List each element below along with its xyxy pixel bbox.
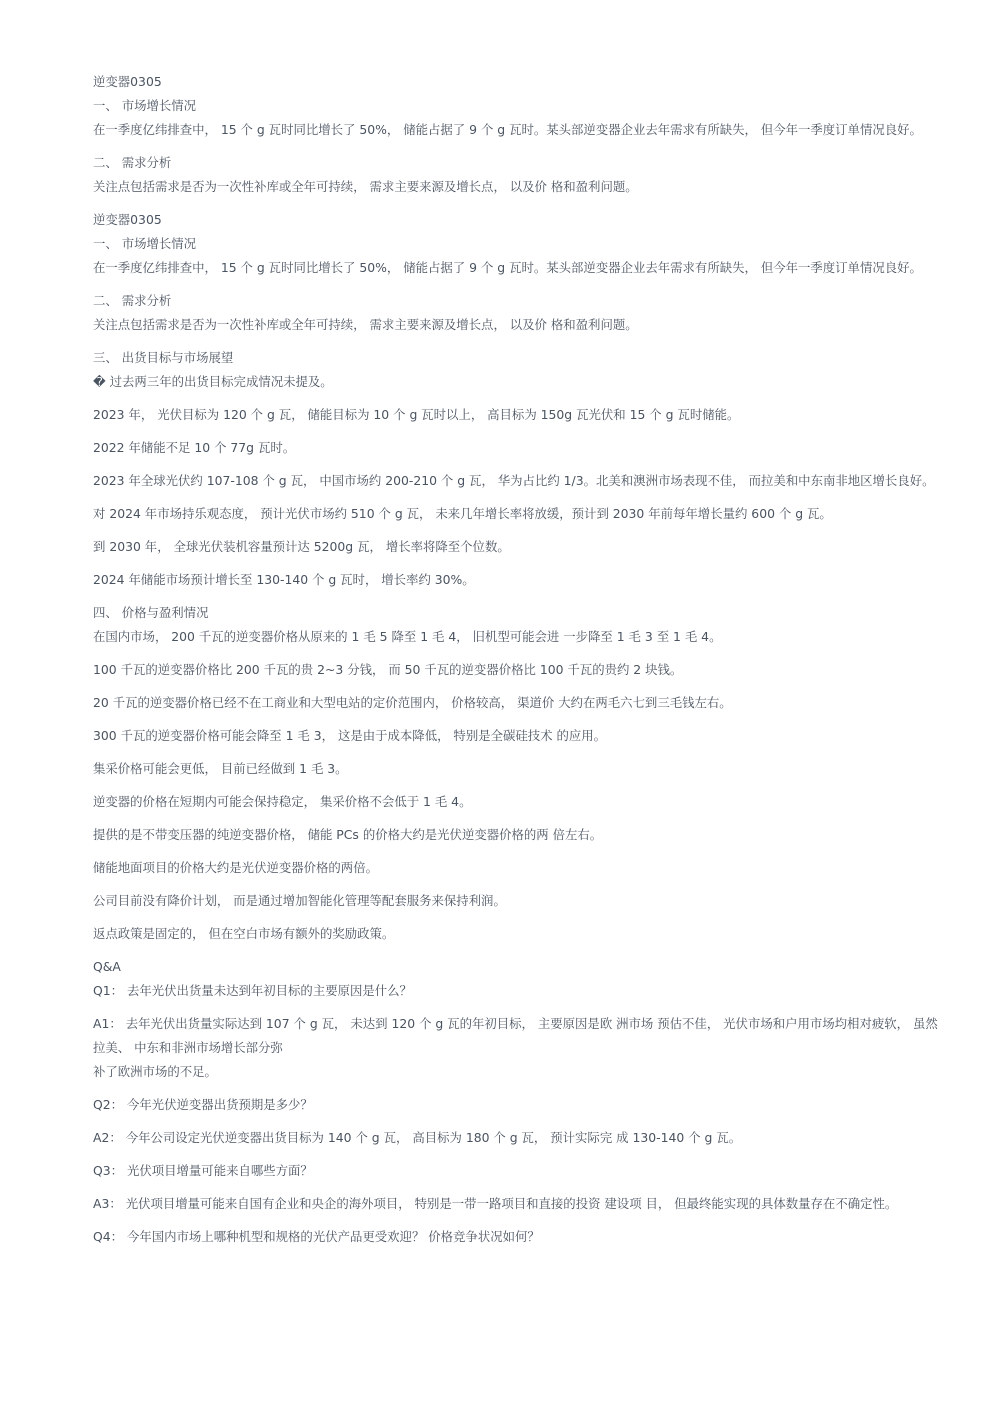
question: Q3： 光伏项目增量可能来自哪些方面？ bbox=[93, 1163, 313, 1178]
section-heading: 四、 价格与盈利情况 bbox=[93, 605, 209, 620]
paragraph: 集采价格可能会更低， 目前已经做到 1 毛 3。 bbox=[93, 761, 348, 776]
doc-title: 逆变器0305 bbox=[93, 212, 162, 227]
doc-title: 逆变器0305 bbox=[93, 74, 162, 89]
qa-heading: Q&A bbox=[93, 959, 121, 974]
paragraph: 在国内市场， 200 千瓦的逆变器价格从原来的 1 毛 5 降至 1 毛 4， 旧机型可能会进 一步降至 1 毛 3 至 1 毛 4。 bbox=[93, 629, 722, 644]
paragraph: 在一季度亿纬排查中， 15 个 g 瓦时同比增长了 50%， 储能占据了 9 个 g 瓦时。某头部逆变器企业去年需求有所缺失， 但今年一季度订单情况良好。 bbox=[93, 122, 922, 137]
paragraph: 在一季度亿纬排查中， 15 个 g 瓦时同比增长了 50%， 储能占据了 9 个 g 瓦时。某头部逆变器企业去年需求有所缺失， 但今年一季度订单情况良好。 bbox=[93, 260, 922, 275]
paragraph: 对 2024 年市场持乐观态度， 预计光伏市场约 510 个 g 瓦， 未来几年增长率将放缓，预计到 2030 年前每年增长量约 600 个 g 瓦。 bbox=[93, 506, 832, 521]
paragraph: 2023 年全球光伏约 107-108 个 g 瓦， 中国市场约 200-210 个 g 瓦， 华为占比约 1/3。北美和澳洲市场表现不佳， 而拉美和中东南非地区增长良好。 bbox=[93, 473, 935, 488]
paragraph: 逆变器的价格在短期内可能会保持稳定， 集采价格不会低于 1 毛 4。 bbox=[93, 794, 472, 809]
question: Q4： 今年国内市场上哪种机型和规格的光伏产品更受欢迎？ 价格竞争状况如何？ bbox=[93, 1229, 540, 1244]
section-heading: 三、 出货目标与市场展望 bbox=[93, 350, 234, 365]
paragraph: � 过去两三年的出货目标完成情况未提及。 bbox=[93, 374, 333, 389]
paragraph: 300 千瓦的逆变器价格可能会降至 1 毛 3， 这是由于成本降低， 特别是全碳硅技术 的应用。 bbox=[93, 728, 607, 743]
paragraph: 公司目前没有降价计划， 而是通过增加智能化管理等配套服务来保持利润。 bbox=[93, 893, 506, 908]
answer: A3： 光伏项目增量可能来自国有企业和央企的海外项目， 特别是一带一路项目和直接的投资 建设项 目， 但最终能实现的具体数量存在不确定性。 bbox=[93, 1196, 898, 1211]
answer: A1： 去年光伏出货量实际达到 107 个 g 瓦， 未达到 120 个 g 瓦的年初目标， 主要原因是欧 洲市场 预估不佳， 光伏市场和户用市场均相对疲软， 虽然拉美、 中东和非洲市场增长部分弥 bbox=[93, 1016, 938, 1055]
paragraph: 提供的是不带变压器的纯逆变器价格， 储能 PCs 的价格大约是光伏逆变器价格的两 倍左右。 bbox=[93, 827, 603, 842]
section-heading: 一、 市场增长情况 bbox=[93, 236, 197, 251]
section-heading: 二、 需求分析 bbox=[93, 293, 172, 308]
paragraph: 到 2030 年， 全球光伏装机容量预计达 5200g 瓦， 增长率将降至个位数。 bbox=[93, 539, 510, 554]
paragraph: 储能地面项目的价格大约是光伏逆变器价格的两倍。 bbox=[93, 860, 378, 875]
paragraph: 关注点包括需求是否为一次性补库或全年可持续， 需求主要来源及增长点， 以及价 格和盈利问题。 bbox=[93, 317, 638, 332]
section-heading: 二、 需求分析 bbox=[93, 155, 172, 170]
paragraph: 20 千瓦的逆变器价格已经不在工商业和大型电站的定价范围内， 价格较高， 渠道价 大约在两毛六七到三毛钱左右。 bbox=[93, 695, 732, 710]
question: Q1： 去年光伏出货量未达到年初目标的主要原因是什么？ bbox=[93, 983, 412, 998]
paragraph: 2024 年储能市场预计增长至 130-140 个 g 瓦时， 增长率约 30%。 bbox=[93, 572, 475, 587]
document-page bbox=[93, 70, 943, 1249]
paragraph: 2023 年， 光伏目标为 120 个 g 瓦， 储能目标为 10 个 g 瓦时以上， 高目标为 150g 瓦光伏和 15 个 g 瓦时储能。 bbox=[93, 407, 740, 422]
paragraph: 返点政策是固定的， 但在空白市场有额外的奖励政策。 bbox=[93, 926, 395, 941]
paragraph: 100 千瓦的逆变器价格比 200 千瓦的贵 2~3 分钱， 而 50 千瓦的逆变器价格比 100 千瓦的贵约 2 块钱。 bbox=[93, 662, 683, 677]
paragraph: 关注点包括需求是否为一次性补库或全年可持续， 需求主要来源及增长点， 以及价 格和盈利问题。 bbox=[93, 179, 638, 194]
answer: A2： 今年公司设定光伏逆变器出货目标为 140 个 g 瓦， 高目标为 180 个 g 瓦， 预计实际完 成 130-140 个 g 瓦。 bbox=[93, 1130, 742, 1145]
answer-continuation: 补了欧洲市场的不足。 bbox=[93, 1064, 217, 1079]
paragraph: 2022 年储能不足 10 个 77g 瓦时。 bbox=[93, 440, 296, 455]
question: Q2： 今年光伏逆变器出货预期是多少？ bbox=[93, 1097, 313, 1112]
section-heading: 一、 市场增长情况 bbox=[93, 98, 197, 113]
